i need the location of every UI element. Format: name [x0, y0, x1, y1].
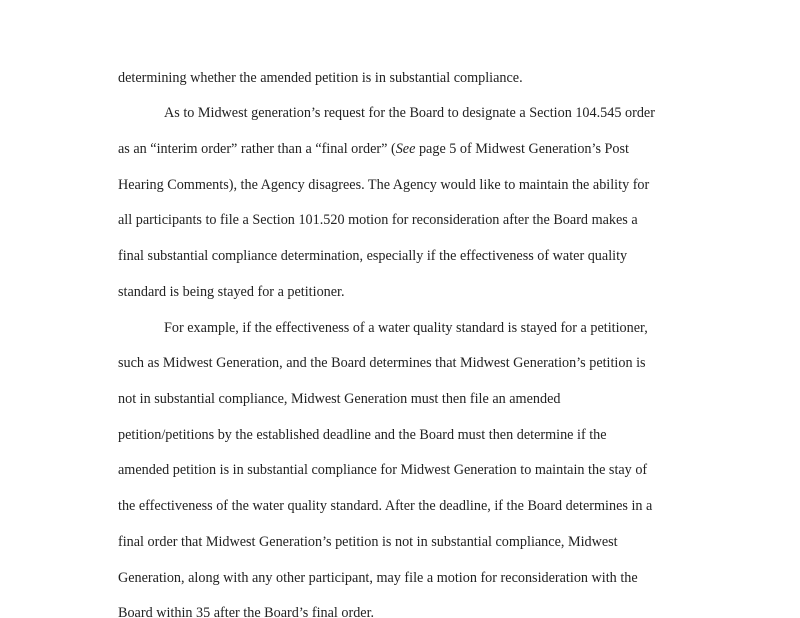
text-line: standard is being stayed for a petitioner. — [118, 284, 345, 300]
text-line: such as Midwest Generation, and the Board determines that Midwest Generation’s petition is — [118, 355, 646, 371]
text-line: amended petition is in substantial compliance for Midwest Generation to maintain the stay of — [118, 462, 648, 478]
text-line: Board within 35 after the Board’s final order. — [118, 605, 375, 618]
text-line: petition/petitions by the established deadline and the Board must then determine if the — [118, 427, 607, 443]
text-line: as an “interim order” rather than a “final order” (See page 5 of Midwest Generation’s Post — [118, 141, 629, 157]
text-line: final substantial compliance determination, especially if the effectiveness of water quality — [118, 248, 628, 264]
text-line: the effectiveness of the water quality standard. After the deadline, if the Board determines in a — [118, 498, 653, 514]
paragraph-start-line: As to Midwest generation’s request for the Board to designate a Section 104.545 order — [164, 105, 655, 121]
text-line: all participants to file a Section 101.520 motion for reconsideration after the Board makes a — [118, 212, 638, 228]
text-line: not in substantial compliance, Midwest Generation must then file an amended — [118, 391, 561, 407]
paragraph-start-line: For example, if the effectiveness of a water quality standard is stayed for a petitioner, — [164, 320, 648, 336]
text-line: Generation, along with any other participant, may file a motion for reconsideration with the — [118, 570, 638, 586]
text-line: determining whether the amended petition is in substantial compliance. — [118, 70, 523, 86]
text-line: final order that Midwest Generation’s petition is not in substantial compliance, Midwest — [118, 534, 618, 550]
text-line: Hearing Comments), the Agency disagrees. The Agency would like to maintain the ability for — [118, 177, 650, 193]
